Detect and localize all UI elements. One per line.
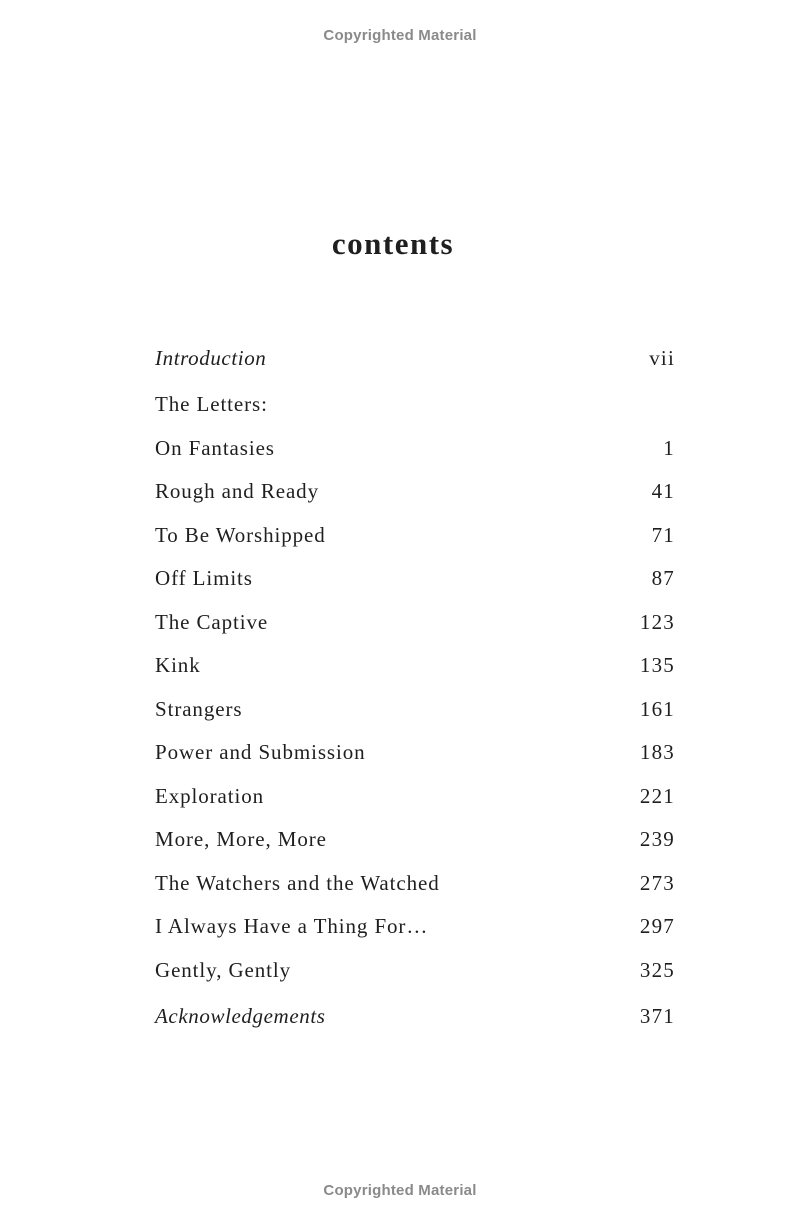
toc-entry-page: 135 — [639, 653, 675, 677]
toc-entry-power-and-submission[interactable] — [155, 740, 675, 784]
toc-entry-i-always-have-a-thing-for[interactable] — [155, 914, 675, 958]
toc-entry-page: 239 — [639, 827, 675, 851]
toc-entry-more-more-more[interactable] — [155, 827, 675, 871]
toc-entry-page: 183 — [639, 740, 675, 764]
toc-entry-page: 87 — [651, 566, 675, 590]
copyright-watermark-bottom: Copyrighted Material — [323, 1182, 477, 1199]
toc-entry-title: More, More, More — [155, 827, 327, 851]
toc-entry-title: I Always Have a Thing For… — [155, 914, 429, 938]
toc-entry-page: 221 — [639, 783, 675, 808]
toc-entry-page: 297 — [639, 914, 675, 938]
toc-entry-title: Acknowledgements — [155, 1004, 326, 1028]
copyright-watermark-top: Copyrighted Material — [323, 27, 477, 44]
toc-entry-introduction[interactable] — [155, 346, 675, 392]
toc-section-the-letters — [155, 392, 675, 436]
toc-entry-the-captive[interactable] — [155, 610, 675, 654]
toc-entry-title: On Fantasies — [155, 435, 275, 460]
toc-entry-page: 41 — [651, 479, 675, 503]
toc-entry-strangers[interactable] — [155, 697, 675, 741]
toc-entry-kink[interactable] — [155, 653, 675, 697]
toc-entry-page: vii — [649, 346, 675, 370]
page-title: contents — [331, 225, 455, 261]
table-of-contents — [155, 346, 675, 1048]
toc-entry-title: Rough and Ready — [155, 479, 319, 503]
toc-entry-title: The Letters: — [155, 392, 268, 416]
toc-entry-page: 371 — [639, 1004, 675, 1028]
toc-entry-gently-gently[interactable] — [155, 958, 675, 1002]
toc-entry-page: 161 — [639, 696, 675, 721]
toc-entry-title: Exploration — [155, 783, 265, 808]
toc-entry-to-be-worshipped[interactable] — [155, 523, 675, 567]
toc-entry-title: Gently, Gently — [155, 957, 292, 982]
toc-entry-title: Off Limits — [155, 566, 253, 590]
toc-entry-page: 1 — [663, 435, 675, 460]
toc-entry-the-watchers-and-the-watched[interactable] — [155, 871, 675, 915]
toc-entry-title: The Captive — [155, 609, 269, 634]
toc-entry-page: 325 — [639, 957, 675, 982]
toc-entry-title: Introduction — [155, 346, 267, 370]
toc-entry-title: The Watchers and the Watched — [155, 870, 440, 895]
toc-entry-rough-and-ready[interactable] — [155, 479, 675, 523]
toc-entry-page: 123 — [639, 609, 675, 634]
toc-entry-on-fantasies[interactable] — [155, 436, 675, 480]
toc-entry-title: Kink — [155, 653, 201, 677]
toc-entry-off-limits[interactable] — [155, 566, 675, 610]
toc-entry-exploration[interactable] — [155, 784, 675, 828]
toc-entry-acknowledgements[interactable] — [155, 1004, 675, 1048]
toc-entry-title: To Be Worshipped — [155, 522, 326, 547]
toc-entry-title: Power and Submission — [155, 740, 366, 764]
toc-entry-page: 273 — [639, 870, 675, 895]
toc-entry-page: 71 — [651, 522, 675, 547]
toc-entry-title: Strangers — [155, 696, 243, 721]
